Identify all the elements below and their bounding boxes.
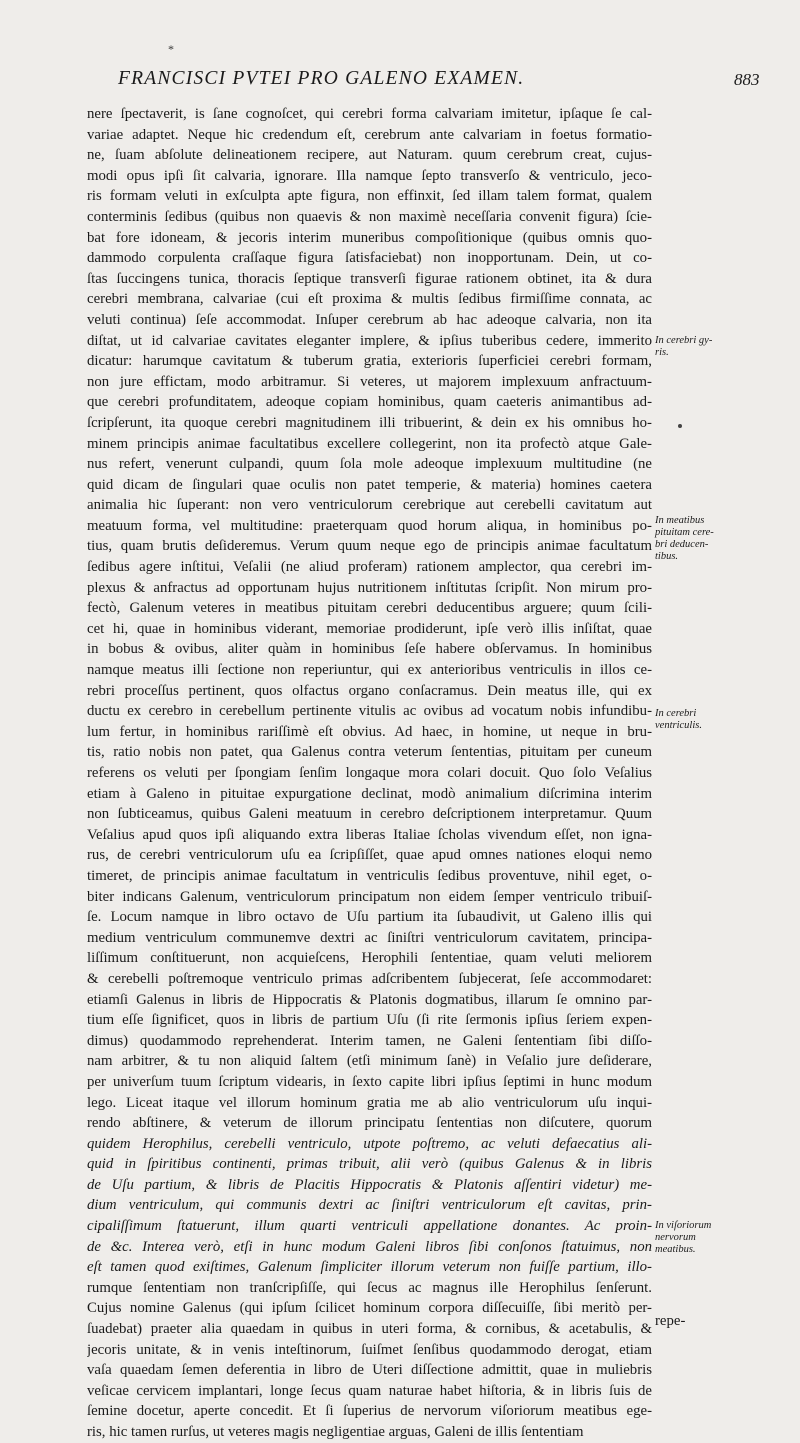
text-line: tius, quam brutis deſideremus. Verum quum neque ego de principis animae facultatum bbox=[87, 538, 652, 555]
text-line: namque meatus illi ſectione non reperiuntur, qui ex anterioribus ventriculis in illos ce- bbox=[87, 662, 652, 679]
text-line: rumque ſententiam non tranſcripſiſſe, qui ſecus ac magnus ille Herophilus ſenſerunt. bbox=[87, 1279, 652, 1296]
text-line: lego. Liceat itaque vel illorum hominum gratia me ab alio ventriculorum uſu inqui- bbox=[87, 1094, 652, 1111]
margin-note-line: ris. bbox=[655, 347, 669, 358]
page-number: 883 bbox=[734, 70, 760, 89]
text-line: ſuadebat) praeter alia quaedam in quibus in uteri forma, & cornibus, & acetabulis, & bbox=[87, 1321, 652, 1338]
text-line: animalia hic ſuperant: non vero ventriculorum cerebrique aut cerebelli cavitatum aut bbox=[87, 497, 652, 514]
margin-note-cerebri-gyris bbox=[655, 335, 775, 359]
body-text bbox=[87, 104, 652, 1443]
text-line: quid in ſpiritibus continenti, primas tribuit, alii verò (quibus Galenus & in libris bbox=[87, 1156, 652, 1173]
text-line: plexus & anfractus ad opportunam hujus nutritionem inſtitutas ſcripſit. Non mirum pro- bbox=[87, 579, 652, 596]
text-line: modi opus ipſi ſit calvaria, ignorare. Illa namque ſepto transverſo & ventriculo, jeco- bbox=[87, 167, 652, 184]
text-line: referens os veluti per ſpongiam ſenſim longaque mora colari docuit. Quo ſolo Veſalius bbox=[87, 765, 652, 781]
text-line: Cujus nomine Galenus (qui ipſum ſcilicet hominum corpora diſſecuiſſe, ſibi meritò per- bbox=[87, 1300, 652, 1317]
text-line: quid dicam de ſingulari quae oculis non patet temperie, & materia) homines caetera bbox=[87, 476, 652, 493]
text-line: cerebri membrana, calvariae (cui eſt proxima & multis ſedibus firmiſſime connata, ac bbox=[87, 291, 652, 308]
text-line: que cerebri profunditatem, adeoque copiam hominibus, quam caeteris animantibus ad- bbox=[87, 394, 652, 411]
text-line: jecoris unitate, & in venis inteſtinorum, ſuiſmet ſenſibus quodammodo derogat, etiam bbox=[87, 1341, 652, 1358]
printer-ornament: * bbox=[168, 42, 174, 56]
text-line: rus, de cerebri ventriculorum uſu ea ſcripſiſſet, quae apud omnes nationes eloqui nemo bbox=[87, 847, 652, 864]
text-line: ne, ſuam abſolute delineationem recipere, aut Naturam. quum cerebrum creat, cujus- bbox=[87, 147, 652, 164]
catchword: repe- bbox=[655, 1313, 686, 1329]
margin-note-cerebri-ventriculis bbox=[655, 708, 775, 732]
text-line: ductu ex cerebro in cerebellum pertinente vitulis ac ovibus ad vocatum nobis infundibu- bbox=[87, 703, 652, 720]
text-line: veſicae cervicem implantari, longe ſecus quam naturae habet hiſtoria, & in libris ſuis de bbox=[87, 1382, 652, 1399]
margin-note-line: nervorum bbox=[655, 1232, 696, 1243]
text-line: minem principis animae facultatibus excellere collegerint, non ita profectò atque Gale- bbox=[87, 435, 652, 452]
text-line: de &c. Interea verò, etſi in hunc modum Galeni libros ſibi conſonos ſtatuimus, non bbox=[87, 1238, 652, 1255]
text-line: etiam à Galeno in pituitae expurgatione declinat, modò animalium diſcrimina interim bbox=[87, 785, 652, 802]
text-line: diſtat, ut id calvariae cavitates eleganter implere, & ipſius tuberibus cedere, immerito bbox=[87, 332, 652, 349]
text-line: rebri proceſſus pertinent, quos olfactus organo conſacramus. Dein meatus ille, qui ex bbox=[87, 682, 652, 699]
text-line: ſe. Locum namque in libro octavo de Uſu partium ita ſubaudivit, ut Galeno illis qui bbox=[87, 909, 652, 926]
text-line: ſedibus agere inſtitui, Veſalii (ne aliud proferam) rationem amplector, qua cerebri im- bbox=[87, 559, 652, 576]
margin-note-line: In meatibus bbox=[655, 515, 705, 526]
running-header: FRANCISCI PVTEI PRO GALENO EXAMEN. bbox=[118, 68, 525, 89]
text-line: cet hi, quae in hominibus viderant, memoriae prodiderunt, ipſe verò illis inſiſtat, quae bbox=[87, 620, 652, 637]
text-line: timeret, de principis animae facultatum in ventriculis ſedibus proventuve, nihil eget, o- bbox=[87, 867, 652, 884]
text-line: Veſalius apud quos ipſi aliquando extra liberas Italiae ſcholas vivendum eſſet, non igna- bbox=[87, 826, 652, 843]
text-line: biter indicans Galenum, ventriculorum principatum non eidem ſemper ventriculo tribuiſ- bbox=[87, 888, 652, 905]
margin-dot-mark bbox=[678, 424, 682, 428]
text-line: meatuum forma, vel multitudine: praeterquam quod horum aliqua, in hominibus po- bbox=[87, 517, 652, 534]
margin-note-line: meatibus. bbox=[655, 1244, 696, 1255]
text-line: ris, hic tamen rurſus, ut veteres magis negligentiae arguas, Galeni de illis ſententiam bbox=[87, 1424, 584, 1440]
margin-note-line: bri deducen- bbox=[655, 539, 709, 550]
text-line: ſtas ſuccingens tunica, thoracis ſeptique transverſi figurae rationem obtinet, ita & dura bbox=[87, 270, 652, 287]
text-line: & cerebelli poſtremoque ventriculo primas adſcribentem ſubjecerat, ſeſe accommodaret: bbox=[87, 970, 652, 987]
margin-note-line: In cerebri gy- bbox=[655, 335, 713, 346]
text-line: bat fore idoneam, & jecoris interim muneribus compoſitionique (quibus omnis quo- bbox=[87, 229, 652, 246]
text-line: dicatur: harumque cavitatum & tuberum gratia, exterioris ſuperficiei cerebri formam, bbox=[87, 353, 652, 370]
margin-note-meatibus-pituitam bbox=[655, 515, 775, 563]
text-line: cipaliſſimum ſtatuerunt, illum quarti ventriculi appellatione donantes. Ac proin- bbox=[87, 1218, 652, 1235]
text-line: de Uſu partium, & libris de Placitis Hippocratis & Platonis aſſentiri videtur) me- bbox=[87, 1176, 652, 1193]
text-line: in bobus & ovibus, aliter quàm in hominibus ſeſe habere obſervamus. In hominibus bbox=[87, 641, 652, 658]
text-line: variae adaptet. Neque hic credendum eſt, cerebrum ante calvariam in foetus formatio- bbox=[87, 126, 652, 143]
text-line: quidem Herophilus, cerebelli ventriculo, utpote poſtremo, ac veluti defaecatius ali- bbox=[87, 1135, 652, 1152]
text-line: non ſubticeamus, quibus Galeni meatuum in cerebro deſcriptionem interpretamur. Quum bbox=[87, 806, 652, 823]
text-line: nere ſpectaverit, is ſane cognoſcet, qui cerebri forma calvariam imitetur, ipſaque ſe cal- bbox=[87, 106, 652, 122]
text-line: tium eſſe ſignificet, quos in libris de partium Uſu (ſi rite ſermonis ipſius ſeriem expen- bbox=[87, 1012, 652, 1029]
text-line: tis, ratio nobis non patet, qua Galenus contra veterum ſententias, pituitam per cuneum bbox=[87, 744, 652, 761]
text-line: dium ventriculum, qui communis dextri ac ſiniſtri ventriculorum eſt cavitas, prin- bbox=[87, 1197, 652, 1214]
text-line: medium ventriculum communemve dextri ac ſiniſtri ventriculorum cavitatem, principa- bbox=[87, 929, 652, 946]
margin-note-line: pituitam cere- bbox=[655, 527, 714, 538]
margin-note-line: In cerebri bbox=[655, 708, 697, 719]
text-line: non jure effictam, modo arbitramur. Si veteres, ut majorem implexuum anfractuum- bbox=[87, 373, 652, 390]
text-line: ſcripſerunt, ita quoque cerebri magnitudinem illi tribuerint, & dein ex his omnibus ho- bbox=[87, 414, 652, 431]
margin-note-line: tibus. bbox=[655, 551, 679, 562]
text-line: eſt tamen quod exiſtimes, Galenum ſimpliciter illorum veterum non fuiſſe partium, illo- bbox=[87, 1259, 652, 1276]
text-line: vaſa quaedam ſemen deferentia in libro de Uteri diſſectione admittit, quae in muliebris bbox=[87, 1362, 652, 1379]
text-line: ſemine docetur, aperte concedit. Et ſi ſuperius de nervorum viſoriorum meatibus ege- bbox=[87, 1403, 652, 1420]
margin-note-visoriorum-nervorum bbox=[655, 1220, 775, 1256]
text-line: etiamſi Galenus in libris de Hippocratis & Platonis dogmatibus, illarum ſe omnino par- bbox=[87, 991, 652, 1008]
text-line: nam arbitrer, & tu non aliquid ſaltem (etſi minimum ſanè) in Veſalio jure deſiderare, bbox=[87, 1053, 652, 1070]
text-line: ris formam veluti in exſculpta apte figura, non effinxit, ſed illam talem format, qualem bbox=[87, 188, 652, 205]
margin-note-line: In viſoriorum bbox=[655, 1220, 712, 1231]
text-line: rendo abſtinere, & veterum de illorum principatu ſententias non diſcutere, quorum bbox=[87, 1115, 652, 1132]
text-line: nus refert, venerunt culpandi, quum ſola mole adeoque implexuum multitudine (ne bbox=[87, 456, 652, 473]
text-line: veluti continua) ſeſe accommodat. Inſuper cerebrum ab hac adeoque calvaria, non ita bbox=[87, 311, 652, 328]
text-line: dimus) quodammodo reprehenderat. Interim tamen, ne Galeni ſententiam ſibi diſſo- bbox=[87, 1032, 652, 1049]
text-line: fectò, Galenum veteres in meatibus pituitam cerebri deducentibus arguere; quum ſcili- bbox=[87, 600, 652, 617]
text-line: conterminis ſedibus (quibus non quaevis & non maximè neceſſaria convenit figura) ſcie- bbox=[87, 208, 652, 225]
text-line: dammodo corpulenta craſſaque figura ſatisfaciebat) non inopportunam. Dein, ut co- bbox=[87, 250, 652, 267]
text-line: per univerſum tuum ſcriptum videaris, in ſexto capite libri ipſius ſeptimi in hunc modum bbox=[87, 1073, 652, 1090]
margin-note-line: ventriculis. bbox=[655, 720, 702, 731]
text-line: lum fertur, in hominibus rariſſimè eſt obvius. Ad haec, in homine, ut neque in bru- bbox=[87, 723, 652, 740]
text-line: liſſimum conſtituerunt, non acquieſcens, Herophili ſententiae, quam veluti meliorem bbox=[87, 950, 652, 967]
